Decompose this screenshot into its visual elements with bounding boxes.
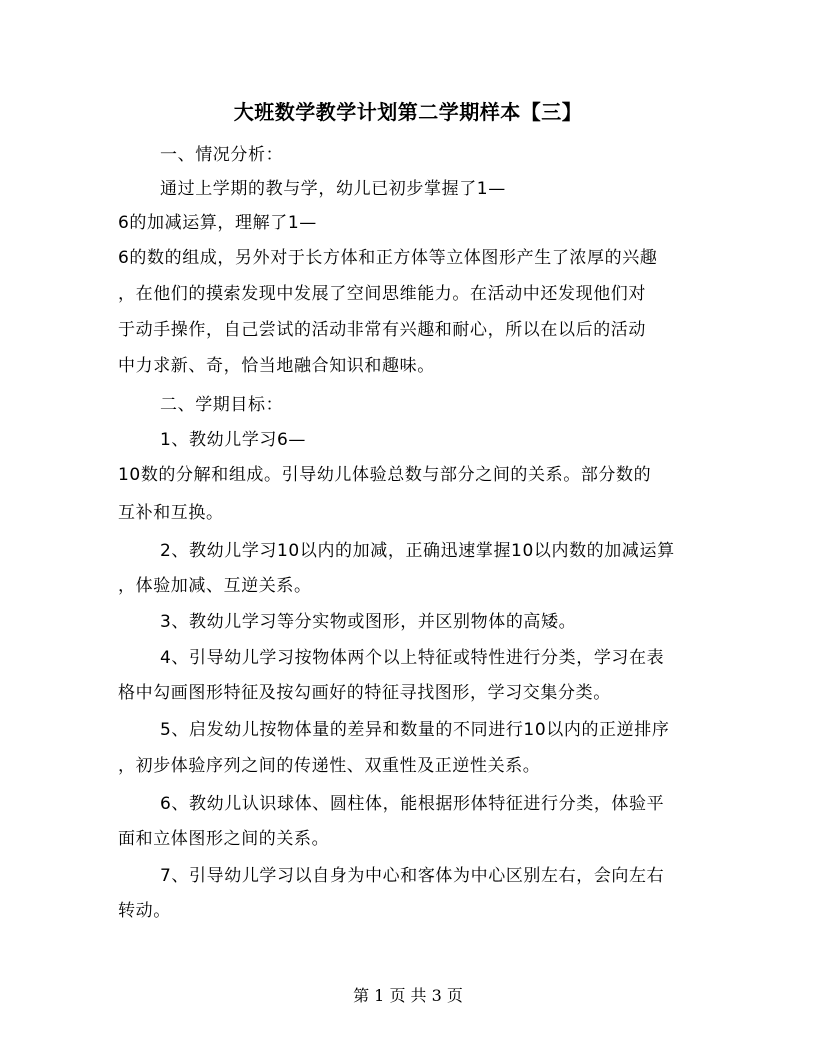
paragraph-line: 7、引导幼儿学习以自身为中心和客体为中心区别左右，会向左右 [160,866,665,886]
paragraph-line: 3、教幼儿学习等分实物或图形，并区别物体的高矮。 [160,612,577,632]
paragraph-line: 互补和互换。 [118,503,224,523]
section-heading-situation: 一、情况分析： [160,145,284,165]
paragraph-line: ，体验加减、互逆关系。 [118,576,312,596]
page-number-footer: 第 1 页 共 3 页 [353,986,463,1005]
paragraph-line: 2、教幼儿学习10以内的加减，正确迅速掌握10以内数的加减运算 [160,541,675,561]
paragraph-line: 5、启发幼儿按物体量的差异和数量的不同进行10以内的正逆排序 [160,720,670,740]
paragraph-line: 通过上学期的教与学，幼儿已初步掌握了1— [160,179,506,199]
paragraph-line: 于动手操作，自己尝试的活动非常有兴趣和耐心，所以在以后的活动 [118,320,646,340]
document-title: 大班数学教学计划第二学期样本【三】 [233,100,583,124]
paragraph-line: 1、教幼儿学习6— [160,430,307,450]
paragraph-line: 4、引导幼儿学习按物体两个以上特征或特性进行分类，学习在表 [160,648,665,668]
paragraph-line: 格中勾画图形特征及按勾画好的特征寻找图形，学习交集分类。 [118,683,611,703]
paragraph-line: ，在他们的摸索发现中发展了空间思维能力。在活动中还发现他们对 [118,284,646,304]
paragraph-line: 10数的分解和组成。引导幼儿体验总数与部分之间的关系。部分数的 [118,465,652,485]
paragraph-line: 转动。 [118,901,171,921]
paragraph-line: ，初步体验序列之间的传递性、双重性及正逆性关系。 [118,756,541,776]
paragraph-line: 6、教幼儿认识球体、圆柱体，能根据形体特征进行分类，体验平 [160,794,665,814]
paragraph-line: 面和立体图形之间的关系。 [118,829,330,849]
section-heading-goals: 二、学期目标： [160,395,284,415]
paragraph-line: 6的加减运算，理解了1— [118,213,317,233]
paragraph-line: 6的数的组成，另外对于长方体和正方体等立体图形产生了浓厚的兴趣 [118,248,658,268]
paragraph-line: 中力求新、奇，恰当地融合知识和趣味。 [118,356,435,376]
